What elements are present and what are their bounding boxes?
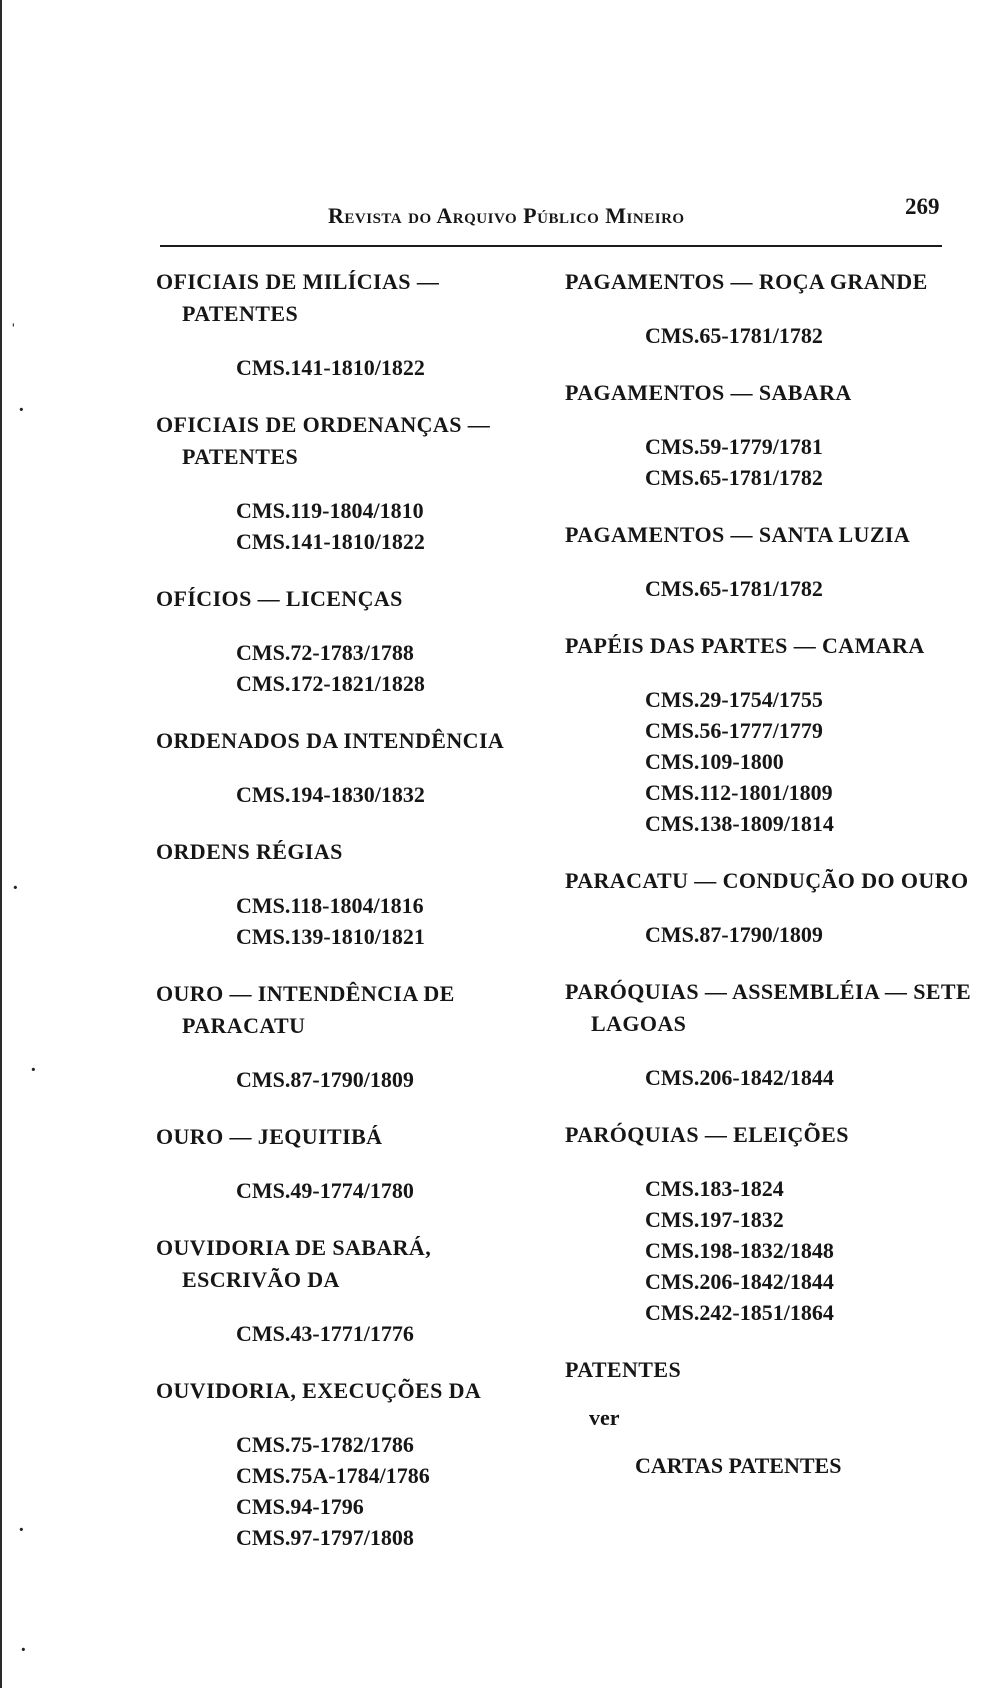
index-entry	[565, 266, 975, 351]
archive-code: CMS.65-1781/1782	[645, 576, 823, 601]
entry-codes	[565, 1062, 975, 1093]
archive-code: CMS.139-1810/1821	[236, 924, 425, 949]
entry-codes	[565, 1173, 975, 1328]
page-number: 269	[905, 194, 940, 219]
page-header	[0, 188, 983, 248]
archive-code: CMS.43-1771/1776	[236, 1321, 414, 1346]
entry-heading: PARÓQUIAS — ASSEMBLÉIA — SETE LAGOAS	[565, 979, 972, 1036]
ink-speck: ·	[20, 1639, 27, 1661]
archive-code: CMS.138-1809/1814	[645, 811, 834, 836]
archive-code: CMS.87-1790/1809	[236, 1067, 414, 1092]
entry-heading: PARÓQUIAS — ELEIÇÕES	[565, 1122, 849, 1147]
entry-codes	[565, 431, 975, 493]
index-entry	[156, 1375, 556, 1553]
entry-codes	[156, 495, 556, 557]
entry-codes	[565, 573, 975, 604]
archive-code: CMS.183-1824	[645, 1176, 784, 1201]
entry-codes	[156, 1175, 556, 1206]
archive-code: CMS.198-1832/1848	[645, 1238, 834, 1263]
entry-heading: PAPÉIS DAS PARTES — CAMARA	[565, 633, 925, 658]
ink-speck: ·	[18, 399, 25, 421]
running-title: Revista do Arquivo Público Mineiro	[328, 203, 685, 228]
archive-code: CMS.109-1800	[645, 749, 784, 774]
ink-speck: ·	[30, 1059, 37, 1081]
archive-code: CMS.119-1804/1810	[236, 498, 424, 523]
entry-codes	[156, 779, 556, 810]
archive-code: CMS.94-1796	[236, 1494, 364, 1519]
index-entry	[156, 583, 556, 699]
entry-heading: PAGAMENTOS — ROÇA GRANDE	[565, 269, 928, 294]
entry-heading: OFICIAIS DE MILÍCIAS — PATENTES	[156, 269, 440, 326]
archive-code: CMS.194-1830/1832	[236, 782, 425, 807]
archive-code: CMS.172-1821/1828	[236, 671, 425, 696]
entry-heading: ORDENADOS DA INTENDÊNCIA	[156, 728, 505, 753]
cross-reference-entry	[565, 1354, 975, 1482]
archive-code: CMS.65-1781/1782	[645, 465, 823, 490]
entry-codes	[156, 1318, 556, 1349]
index-entry	[565, 519, 975, 604]
entry-codes	[565, 684, 975, 839]
index-entry	[156, 1121, 556, 1206]
index-entry	[565, 865, 975, 950]
archive-code: CMS.56-1777/1779	[645, 718, 823, 743]
header-rule	[160, 245, 942, 247]
right-column	[565, 266, 975, 1508]
entry-heading: PAGAMENTOS — SABARA	[565, 380, 852, 405]
entry-codes	[156, 1064, 556, 1095]
entry-heading: PAGAMENTOS — SANTA LUZIA	[565, 522, 911, 547]
entry-codes	[156, 637, 556, 699]
entry-codes	[156, 352, 556, 383]
entry-heading: OURO — JEQUITIBÁ	[156, 1124, 383, 1149]
entry-heading: OFICIAIS DE ORDENANÇAS — PATENTES	[156, 412, 491, 469]
index-entry	[156, 409, 556, 557]
ink-speck: ·	[12, 877, 19, 899]
index-entry	[156, 978, 556, 1095]
archive-code: CMS.112-1801/1809	[645, 780, 833, 805]
index-entry	[565, 1119, 975, 1328]
entry-heading: OFÍCIOS — LICENÇAS	[156, 586, 403, 611]
archive-code: CMS.141-1810/1822	[236, 529, 425, 554]
archive-code: CMS.242-1851/1864	[645, 1300, 834, 1325]
archive-code: CMS.49-1774/1780	[236, 1178, 414, 1203]
archive-code: CMS.141-1810/1822	[236, 355, 425, 380]
see-also-target: CARTAS PATENTES	[635, 1453, 842, 1478]
archive-code: CMS.87-1790/1809	[645, 922, 823, 947]
entry-heading: PATENTES	[565, 1357, 682, 1382]
page-margin-line	[0, 0, 2, 1688]
archive-code: CMS.206-1842/1844	[645, 1269, 834, 1294]
ink-speck: ·	[18, 1519, 25, 1541]
archive-code: CMS.75A-1784/1786	[236, 1463, 430, 1488]
index-entry	[156, 725, 556, 810]
entry-heading: OUVIDORIA DE SABARÁ, ESCRIVÃO DA	[156, 1235, 432, 1292]
entry-heading: ORDENS RÉGIAS	[156, 839, 343, 864]
archive-code: CMS.197-1832	[645, 1207, 784, 1232]
entry-codes	[565, 320, 975, 351]
entry-codes	[565, 919, 975, 950]
entry-heading: PARACATU — CONDUÇÃO DO OURO	[565, 868, 969, 893]
entry-codes	[156, 1429, 556, 1553]
entry-heading: OUVIDORIA, EXECUÇÕES DA	[156, 1378, 482, 1403]
archive-code: CMS.29-1754/1755	[645, 687, 823, 712]
archive-code: CMS.65-1781/1782	[645, 323, 823, 348]
index-entry	[565, 976, 975, 1093]
left-column	[156, 266, 556, 1579]
index-entry	[565, 377, 975, 493]
index-entry	[565, 630, 975, 839]
archive-code: CMS.206-1842/1844	[645, 1065, 834, 1090]
index-entry	[156, 266, 556, 383]
see-also-label: ver	[589, 1405, 620, 1430]
archive-code: CMS.72-1783/1788	[236, 640, 414, 665]
index-entry	[156, 836, 556, 952]
ink-speck: ˌ	[10, 305, 17, 327]
archive-code: CMS.75-1782/1786	[236, 1432, 414, 1457]
archive-code: CMS.118-1804/1816	[236, 893, 424, 918]
archive-code: CMS.59-1779/1781	[645, 434, 823, 459]
archive-code: CMS.97-1797/1808	[236, 1525, 414, 1550]
entry-heading: OURO — INTENDÊNCIA DE PARACATU	[156, 981, 455, 1038]
index-entry	[156, 1232, 556, 1349]
entry-codes	[156, 890, 556, 952]
